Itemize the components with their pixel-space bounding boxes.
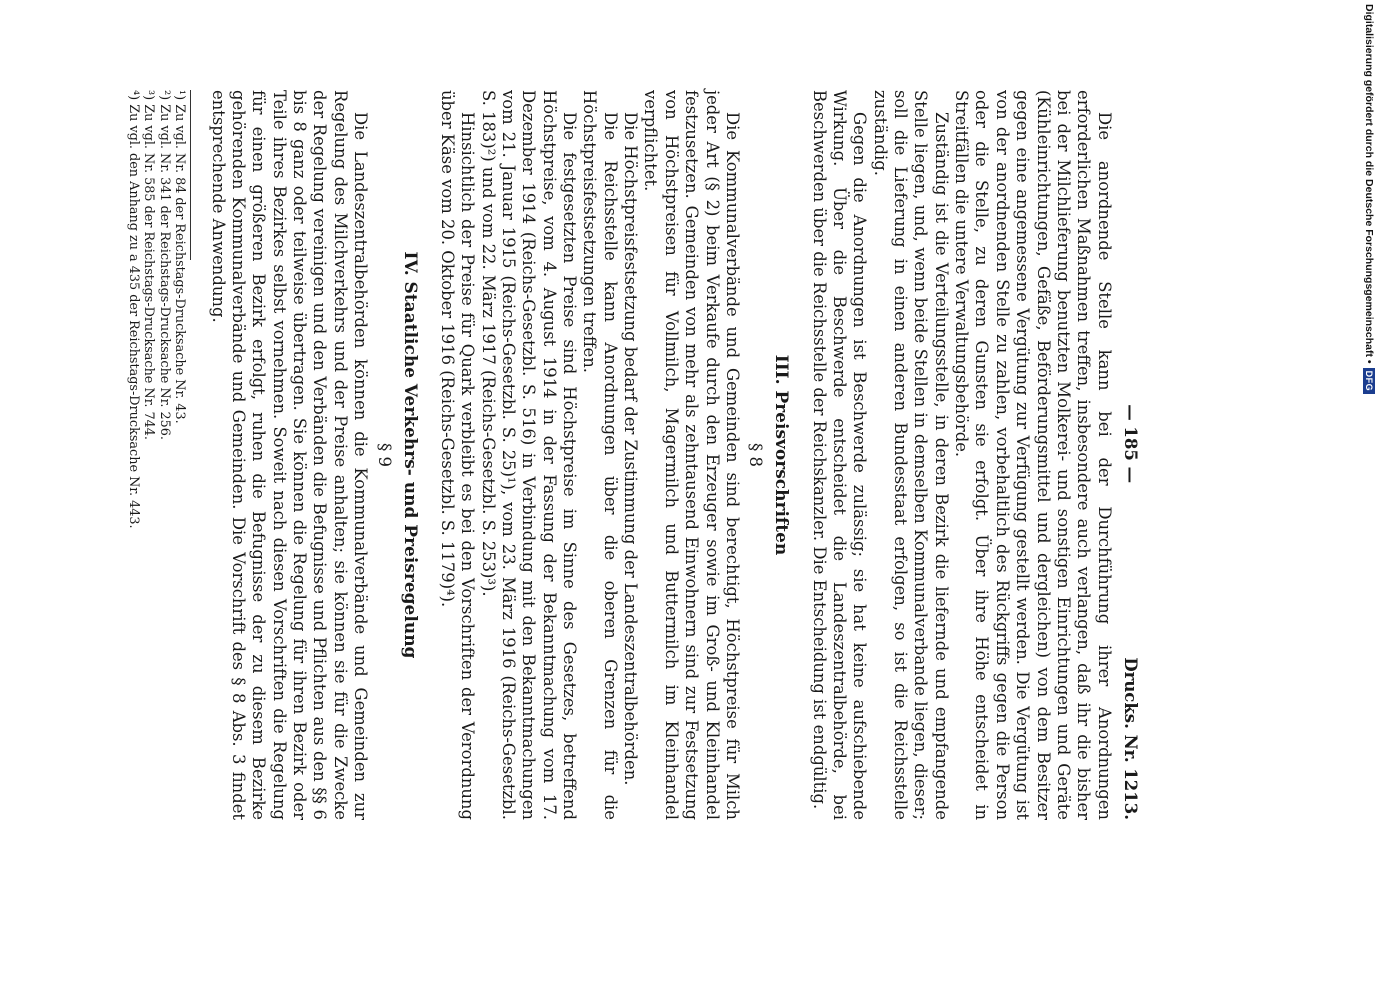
section-heading-3: III. Preisvorschriften bbox=[771, 354, 792, 556]
section-heading-4: IV. Staatliche Verkehrs- und Preisregelung bbox=[399, 251, 420, 659]
digitization-note: Digitalisierung gefördert durch die Deutsche Forschungsgemeinschaft • bbox=[1363, 4, 1375, 364]
body-paragraph: Die Höchstpreisfestsetzung bedarf der Zustimmung der Landeszentralbehörden. bbox=[621, 112, 641, 786]
body-paragraph: Hinsichtlich der Preise für Quark verbleibt es bei den Vorschriften der Verordnung über Käse vom 20. Oktober 1916 (Reichs-Gesetzbl. S. 1179)⁴). bbox=[438, 90, 478, 820]
body-paragraph: Die anordnende Stelle kann bei der Durchführung ihrer Anordnungen erforderlichen Maßnahmen treffen, insbesondere auch verlangen, daß ihr die bisher bei der Milchlieferung benutzten Molkerei- und sonstigen Einrichtungen und Geräte (Kühleinrichtungen, Gefäße, Beförderungsmittel und dergleichen) von dem Besitzer gegen eine angemessene Vergütung zur Verfügung gestellt werden. Die Vergütung ist von der anordnenden Stelle zu zahlen, vorbehaltlich des Rückgriffs gegen die Person oder die Stelle, zu deren Gunsten sie erfolgt. Über ihre Höhe entscheidet in Streitfällen die untere Verwaltungsbehörde. bbox=[952, 90, 1114, 820]
footnote: ⁴) Zu vgl. den Anhang zu a 435 der Reichstags-Drucksache Nr. 443. bbox=[125, 90, 141, 529]
document-reference: Drucks. Nr. 1213. bbox=[1121, 657, 1140, 820]
page-number: — 185 — bbox=[1121, 404, 1140, 484]
footnote: ¹) Zu vgl. Nr. 84 der Reichstags-Drucksache Nr. 43. bbox=[172, 90, 188, 424]
body-paragraph: Die Kommunalverbände und Gemeinden sind berechtigt, Höchstpreise für Milch jeder Art (§ 2) beim Verkaufe durch den Erzeuger sowie im Groß- und Kleinhandel festzusetzen. Gemeinden von mehr als zehntausend Einwohnern sind zur Festsetzung von Höchstpreisen für Vollmilch, Magermilch und Buttermilch im Kleinhandel verpflichtet. bbox=[641, 90, 742, 820]
footnote: ³) Zu vgl. Nr. 585 der Reichstags-Drucksache Nr. 744. bbox=[141, 90, 157, 440]
body-paragraph: Die Reichsstelle kann Anordnungen über die oberen Grenzen für die Höchstpreisfestsetzungen treffen. bbox=[580, 90, 620, 820]
footnote-divider bbox=[190, 90, 191, 260]
paragraph-mark-8: § 8 bbox=[746, 443, 766, 467]
body-paragraph: Zuständig ist die Verteilungsstelle, in deren Bezirk die liefernde und empfangende Stelle liegen, und, wenn beide Stellen in demselben Kommunalverbande liegen, dieser; soll die Lieferung in einen anderen Bundesstaat erfolgen, so ist die Reichsstelle zuständig. bbox=[870, 90, 951, 820]
body-paragraph: Gegen die Anordnungen ist Beschwerde zulässig; sie hat keine aufschiebende Wirkung. Über die Beschwerde entscheidet die Landeszentralbehörde, bei Beschwerden über die Reichsstelle der Reichskanzler. Die Entscheidung ist endgültig. bbox=[809, 90, 870, 820]
body-paragraph: Die festgesetzten Preise sind Höchstpreise im Sinne des Gesetzes, betreffend Höchstpreise, vom 4. August 1914 in der Fassung der Bekanntmachung vom 17. Dezember 1914 (Reichs-Gesetzbl. S. 516) in Verbindung mit den Bekanntmachungen vom 21. Januar 1915 (Reichs-Gesetzbl. S. 25)¹), vom 23. März 1916 (Reichs-Gesetzbl. S. 183)²) und vom 22. März 1917 (Reichs-Gesetzbl. S. 253)³). bbox=[478, 90, 580, 820]
document-page bbox=[125, 90, 1140, 820]
dfg-logo: DFG bbox=[1363, 368, 1375, 395]
digitization-stamp bbox=[1363, 4, 1375, 644]
body-paragraph: Die Landeszentralbehörden können die Kommunalverbände und Gemeinden zur Regelung des Milchverkehrs und der Preise anhalten; sie können sie für die Zwecke der Regelung vereinigen und den Verbänden die Befugnisse und Pflichten aus den §§ 6 bis 8 ganz oder teilweise übertragen. Sie können die Regelung für ihren Bezirk oder Teile ihres Bezirkes selbst vornehmen. Soweit nach diesen Vorschriften die Regelung für einen größeren Bezirk erfolgt, ruhen die Befugnisse der zu diesem Bezirke gehörenden Kommunalverbände und Gemeinden. Die Vorschrift des § 8 Abs. 3 findet entsprechende Anwendung. bbox=[208, 90, 371, 820]
paragraph-mark-9: § 9 bbox=[374, 443, 394, 467]
page-header bbox=[1120, 90, 1140, 820]
footnote: ²) Zu vgl. Nr. 341 der Reichstags-Drucksache Nr. 256. bbox=[156, 90, 172, 440]
